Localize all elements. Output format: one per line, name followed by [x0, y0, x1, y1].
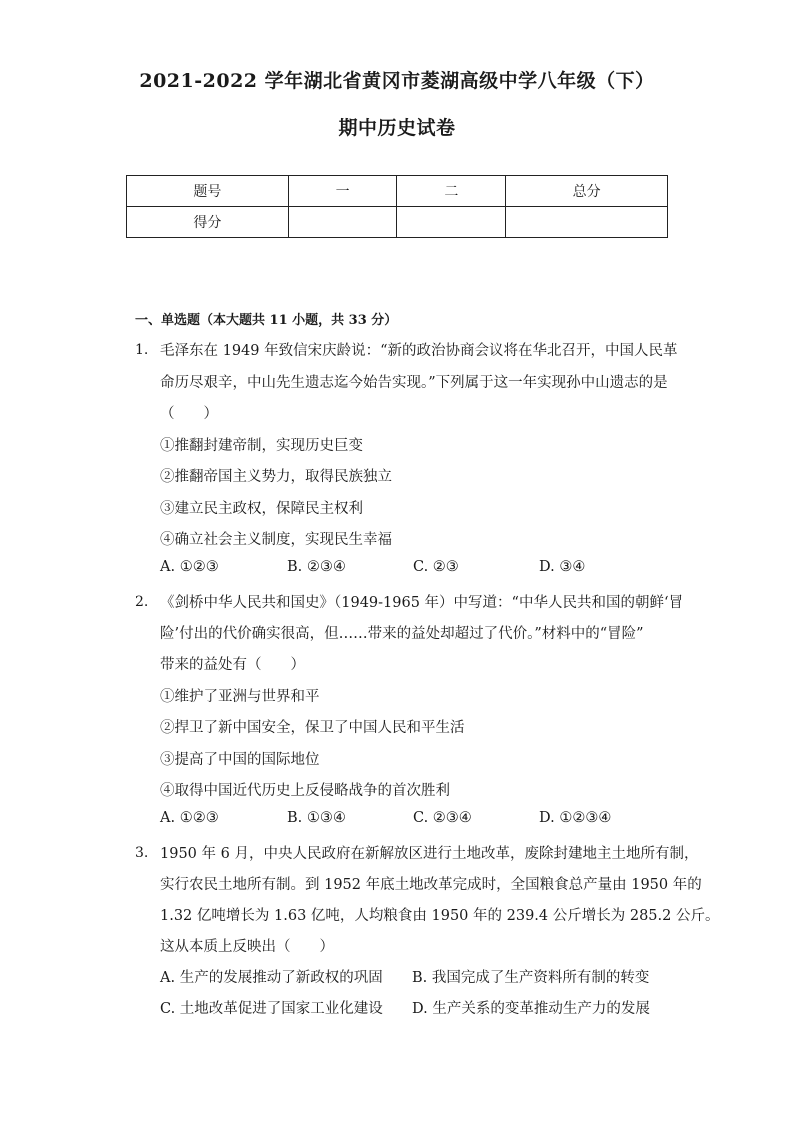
answer-option-a: A. 生产的发展推动了新政权的巩固: [160, 970, 383, 986]
score-cell: [506, 207, 668, 238]
score-table-header-cell: 总分: [506, 176, 668, 207]
score-cell: [288, 207, 397, 238]
question-text-line: 险’付出的代价确实很高，但……带来的益处却超过了代价。”材料中的“冒险”: [160, 626, 644, 642]
score-table-header-cell: 题号: [127, 176, 289, 207]
score-table-row-label: 得分: [127, 207, 289, 238]
score-table-header-cell: 一: [288, 176, 397, 207]
answer-option-a: A. ①②③: [160, 559, 219, 575]
section-heading: 一、单选题（本大题共 11 小题，共 33 分）: [135, 313, 398, 328]
answer-option-d: D. 生产关系的变革推动生产力的发展: [412, 1001, 650, 1017]
question-text-line: 这从本质上反映出（ ）: [160, 939, 334, 955]
score-cell: [397, 207, 506, 238]
question-text-line: 实行农民土地所有制。到 1952 年底土地改革完成时，全国粮食总产量由 1950 年的: [160, 877, 702, 893]
question-statement: ④确立社会主义制度，实现民生幸福: [160, 532, 392, 548]
score-table-header-row: [127, 176, 668, 207]
question-statement: ③提高了中国的国际地位: [160, 752, 320, 768]
document-title-line1: 2021-2022 学年湖北省黄冈市菱湖高级中学八年级（下）: [139, 70, 655, 92]
document-title-line2: 期中历史试卷: [338, 117, 456, 139]
question-statement: ①维护了亚洲与世界和平: [160, 689, 320, 705]
score-table-score-row: [127, 207, 668, 238]
question-statement: ④取得中国近代历史上反侵略战争的首次胜利: [160, 783, 450, 799]
question-text-line: 命历尽艰辛，中山先生遗志迄今始告实现。”下列属于这一年实现孙中山遗志的是: [160, 375, 668, 391]
question-text-line: 《剑桥中华人民共和国史》（1949-1965 年）中写道：“中华人民共和国的朝鲜‘冒: [160, 595, 684, 611]
question-text-line: 1950 年 6 月，中央人民政府在新解放区进行土地改革，废除封建地主土地所有制，: [160, 846, 699, 862]
answer-option-b: B. ①③④: [287, 810, 346, 826]
question-statement: ②推翻帝国主义势力，取得民族独立: [160, 469, 392, 485]
answer-option-a: A. ①②③: [160, 810, 219, 826]
answer-option-c: C. ②③④: [413, 810, 472, 826]
question-text-line: 1.32 亿吨增长为 1.63 亿吨，人均粮食由 1950 年的 239.4 公斤增长为 285.2 公斤。: [160, 908, 720, 924]
question-statement: ②捍卫了新中国安全，保卫了中国人民和平生活: [160, 720, 465, 736]
answer-option-c: C. ②③: [413, 559, 459, 575]
answer-option-d: D. ①②③④: [539, 810, 612, 826]
question-text-line: 毛泽东在 1949 年致信宋庆龄说：“新的政治协商会议将在华北召开，中国人民革: [160, 343, 678, 359]
question-number: 2.: [135, 594, 149, 610]
score-table: [126, 175, 668, 238]
question-statement: ①推翻封建帝制，实现历史巨变: [160, 438, 363, 454]
answer-option-c: C. 土地改革促进了国家工业化建设: [160, 1001, 383, 1017]
question-statement: ③建立民主政权，保障民主权利: [160, 501, 363, 517]
question-text-line: （ ）: [160, 406, 218, 422]
answer-option-b: B. ②③④: [287, 559, 346, 575]
question-text-line: 带来的益处有（ ）: [160, 657, 305, 673]
question-number: 3.: [135, 845, 149, 861]
answer-option-d: D. ③④: [539, 559, 586, 575]
question-number: 1.: [135, 342, 149, 358]
answer-option-b: B. 我国完成了生产资料所有制的转变: [412, 970, 650, 986]
score-table-header-cell: 二: [397, 176, 506, 207]
